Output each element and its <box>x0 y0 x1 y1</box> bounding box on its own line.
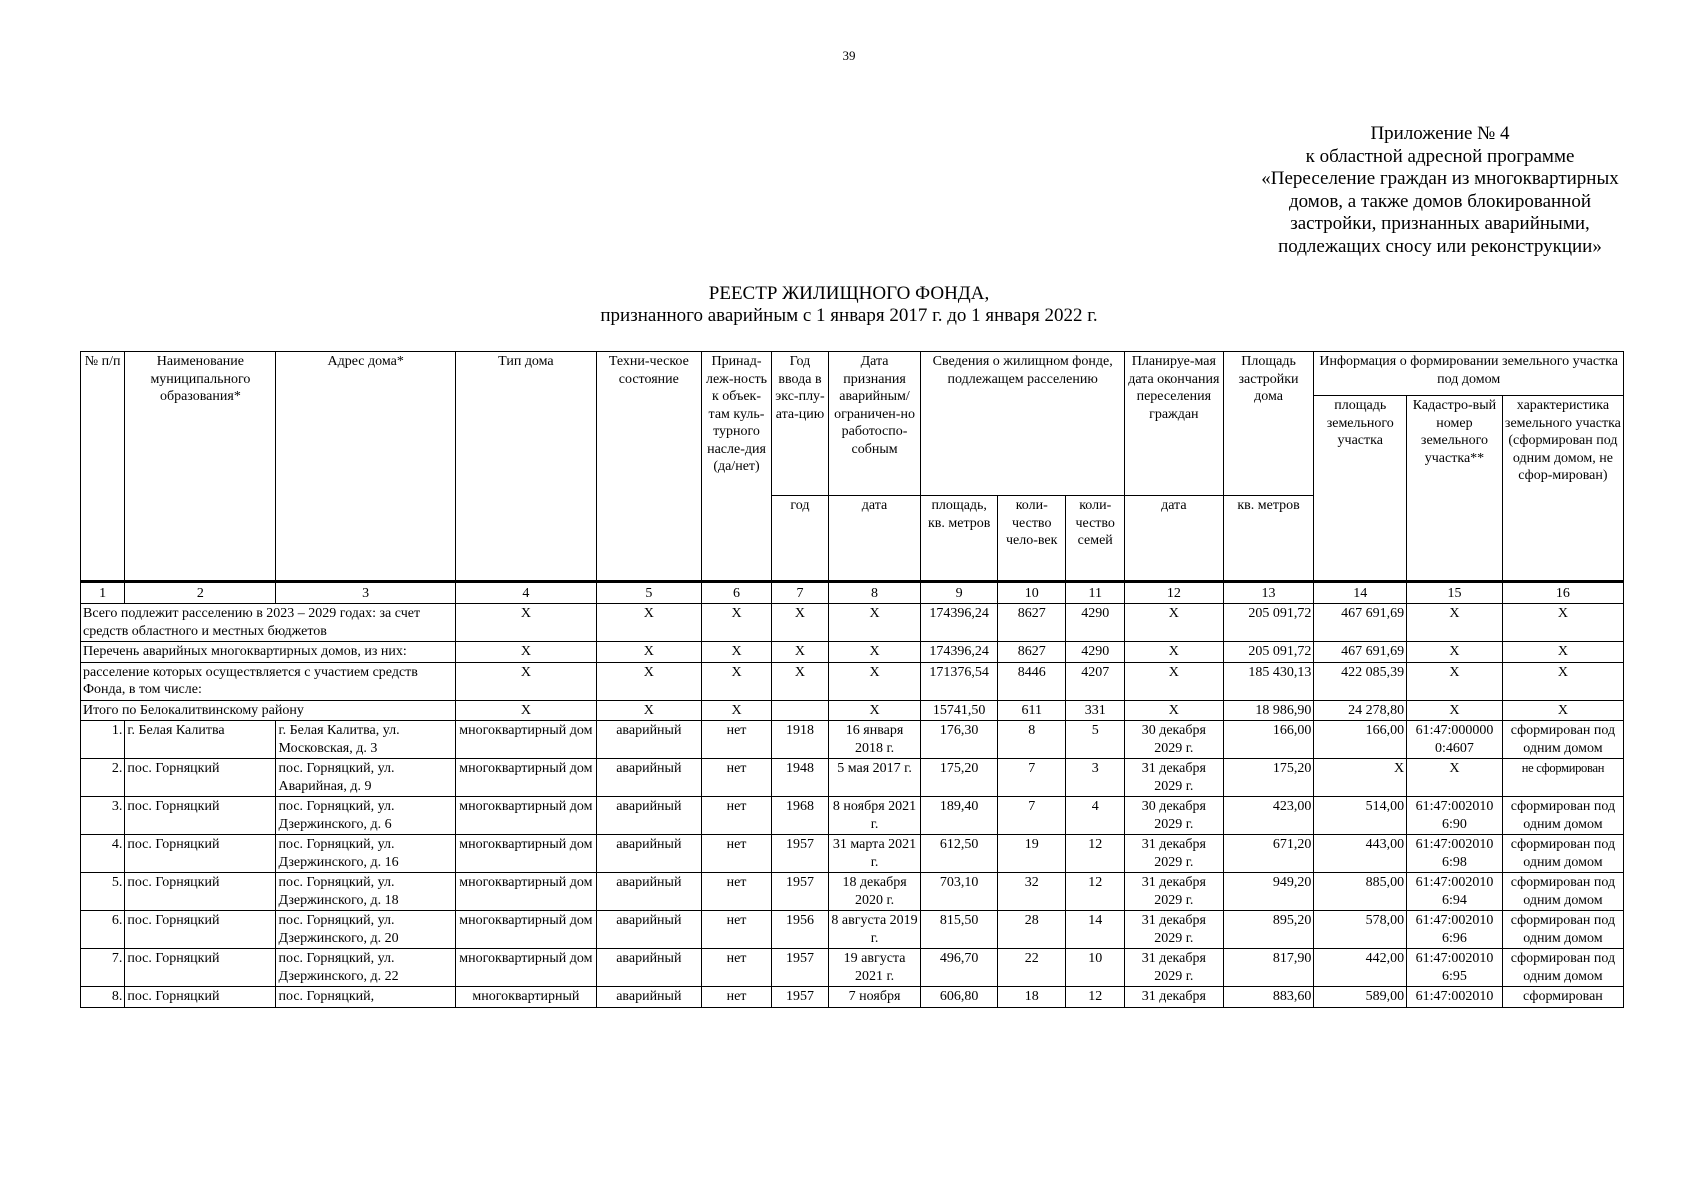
unit-building-area: кв. метров <box>1223 496 1314 582</box>
row-number: 6. <box>81 911 125 949</box>
house-type: многоквартирный дом <box>455 721 596 759</box>
residential-area: 606,80 <box>921 987 998 1008</box>
building-area: 423,00 <box>1223 797 1314 835</box>
summary-c11: 331 <box>1066 700 1124 721</box>
appendix-line: застройки, признанных аварийными, <box>1290 213 1590 234</box>
column-number: 9 <box>921 582 998 604</box>
row-number: 1. <box>81 721 125 759</box>
column-number: 8 <box>828 582 921 604</box>
column-numbers-row <box>81 582 1624 604</box>
header-address: Адрес дома* <box>276 352 455 582</box>
house-address: пос. Горняцкий, <box>276 987 455 1008</box>
commission-year: 1948 <box>772 759 828 797</box>
header-year: Год ввода в экс-плу-ата-цию <box>772 352 828 496</box>
header-planned-date: Планируе-мая дата окончания переселения граждан <box>1124 352 1223 496</box>
heritage-flag: нет <box>701 873 772 911</box>
family-count: 14 <box>1066 911 1124 949</box>
people-count: 7 <box>997 797 1066 835</box>
residential-area: 815,50 <box>921 911 998 949</box>
people-count: 18 <box>997 987 1066 1008</box>
summary-label: Перечень аварийных многоквартирных домов, из них: <box>81 642 456 663</box>
table-row <box>81 987 1624 1008</box>
building-area: 166,00 <box>1223 721 1314 759</box>
summary-c14: 467 691,69 <box>1314 604 1407 642</box>
summary-c10: 8627 <box>997 604 1066 642</box>
summary-c8: X <box>828 642 921 663</box>
cadastral-number: 61:47:002010 6:90 <box>1407 797 1503 835</box>
housing-registry-table <box>80 351 1624 1008</box>
summary-c7 <box>772 700 828 721</box>
emergency-date: 16 января 2018 г. <box>828 721 921 759</box>
family-count: 3 <box>1066 759 1124 797</box>
municipality: пос. Горняцкий <box>125 911 276 949</box>
technical-state: аварийный <box>596 721 701 759</box>
summary-c13: 205 091,72 <box>1223 604 1314 642</box>
planned-resettlement-date: 31 декабря 2029 г. <box>1124 949 1223 987</box>
header-heritage: Принад-леж-ность к объек-там куль-турного насле-дия (да/нет) <box>701 352 772 582</box>
unit-area: площадь, кв. метров <box>921 496 998 582</box>
house-type: многоквартирный дом <box>455 797 596 835</box>
house-type: многоквартирный дом <box>455 759 596 797</box>
summary-c5: X <box>596 642 701 663</box>
appendix-line: подлежащих сносу или реконструкции» <box>1278 235 1602 257</box>
column-number: 12 <box>1124 582 1223 604</box>
header-emergency-date: Дата признания аварийным/ ограничен-но работоспо-собным <box>828 352 921 496</box>
planned-resettlement-date: 31 декабря 2029 г. <box>1124 873 1223 911</box>
summary-c15: X <box>1407 700 1503 721</box>
header-technical-state: Техни-ческое состояние <box>596 352 701 582</box>
land-characteristic: сформирован под одним домом <box>1502 949 1623 987</box>
emergency-date: 8 августа 2019 г. <box>828 911 921 949</box>
land-area: 166,00 <box>1314 721 1407 759</box>
summary-c9: 15741,50 <box>921 700 998 721</box>
appendix-line: к областной адресной программе <box>1305 145 1575 167</box>
people-count: 32 <box>997 873 1066 911</box>
people-count: 19 <box>997 835 1066 873</box>
header-building-area: Площадь застройки дома <box>1223 352 1314 496</box>
column-number: 3 <box>276 582 455 604</box>
summary-c9: 171376,54 <box>921 662 998 700</box>
summary-c10: 611 <box>997 700 1066 721</box>
building-area: 949,20 <box>1223 873 1314 911</box>
house-address: пос. Горняцкий, ул. Дзержинского, д. 16 <box>276 835 455 873</box>
heritage-flag: нет <box>701 949 772 987</box>
summary-c8: X <box>828 700 921 721</box>
cadastral-number: 61:47:002010 6:95 <box>1407 949 1503 987</box>
family-count: 4 <box>1066 797 1124 835</box>
family-count: 12 <box>1066 873 1124 911</box>
house-address: пос. Горняцкий, ул. Дзержинского, д. 20 <box>276 911 455 949</box>
building-area: 895,20 <box>1223 911 1314 949</box>
heritage-flag: нет <box>701 797 772 835</box>
residential-area: 189,40 <box>921 797 998 835</box>
header-land-characteristic: характеристика земельного участка (сформирован под одним домом, не сфор-мирован) <box>1502 396 1623 582</box>
municipality: пос. Горняцкий <box>125 987 276 1008</box>
summary-c6: X <box>701 662 772 700</box>
summary-row <box>81 604 1624 642</box>
row-number: 2. <box>81 759 125 797</box>
house-address: пос. Горняцкий, ул. Дзержинского, д. 6 <box>276 797 455 835</box>
emergency-date: 19 августа 2021 г. <box>828 949 921 987</box>
summary-row <box>81 662 1624 700</box>
summary-c12: X <box>1124 642 1223 663</box>
summary-c8: X <box>828 604 921 642</box>
house-address: пос. Горняцкий, ул. Дзержинского, д. 22 <box>276 949 455 987</box>
planned-resettlement-date: 31 декабря 2029 г. <box>1124 759 1223 797</box>
family-count: 5 <box>1066 721 1124 759</box>
emergency-date: 18 декабря 2020 г. <box>828 873 921 911</box>
unit-date: дата <box>828 496 921 582</box>
appendix-line: домов, а также домов блокированной <box>1288 190 1592 212</box>
column-number: 14 <box>1314 582 1407 604</box>
summary-c15: X <box>1407 604 1503 642</box>
land-characteristic: сформирован <box>1502 987 1623 1008</box>
technical-state: аварийный <box>596 949 701 987</box>
people-count: 7 <box>997 759 1066 797</box>
municipality: пос. Горняцкий <box>125 835 276 873</box>
summary-c6: X <box>701 700 772 721</box>
column-number: 11 <box>1066 582 1124 604</box>
unit-plan-date: дата <box>1124 496 1223 582</box>
heritage-flag: нет <box>701 911 772 949</box>
commission-year: 1957 <box>772 873 828 911</box>
residential-area: 176,30 <box>921 721 998 759</box>
technical-state: аварийный <box>596 759 701 797</box>
building-area: 175,20 <box>1223 759 1314 797</box>
planned-resettlement-date: 31 декабря <box>1124 987 1223 1008</box>
summary-c7: X <box>772 662 828 700</box>
municipality: пос. Горняцкий <box>125 949 276 987</box>
summary-c12: X <box>1124 604 1223 642</box>
header-housing-group: Сведения о жилищном фонде, подлежащем расселению <box>921 352 1125 496</box>
house-type: многоквартирный дом <box>455 873 596 911</box>
technical-state: аварийный <box>596 835 701 873</box>
summary-c10: 8627 <box>997 642 1066 663</box>
family-count: 12 <box>1066 835 1124 873</box>
column-number: 16 <box>1502 582 1623 604</box>
municipality: пос. Горняцкий <box>125 873 276 911</box>
technical-state: аварийный <box>596 911 701 949</box>
summary-c10: 8446 <box>997 662 1066 700</box>
summary-row <box>81 642 1624 663</box>
column-number: 10 <box>997 582 1066 604</box>
summary-c7: X <box>772 604 828 642</box>
summary-c13: 18 986,90 <box>1223 700 1314 721</box>
technical-state: аварийный <box>596 987 701 1008</box>
header-house-type: Тип дома <box>455 352 596 582</box>
table-row <box>81 721 1624 759</box>
house-address: г. Белая Калитва, ул. Московская, д. 3 <box>276 721 455 759</box>
land-characteristic: сформирован под одним домом <box>1502 721 1623 759</box>
summary-c7: X <box>772 642 828 663</box>
row-number: 3. <box>81 797 125 835</box>
document-title <box>0 283 1698 327</box>
land-characteristic: не сформирован <box>1502 759 1623 797</box>
summary-c12: X <box>1124 700 1223 721</box>
summary-c9: 174396,24 <box>921 604 998 642</box>
commission-year: 1918 <box>772 721 828 759</box>
table-row <box>81 835 1624 873</box>
summary-row <box>81 700 1624 721</box>
house-type: многоквартирный дом <box>455 911 596 949</box>
planned-resettlement-date: 30 декабря 2029 г. <box>1124 721 1223 759</box>
summary-label: расселение которых осуществляется с участием средств Фонда, в том числе: <box>81 662 456 700</box>
building-area: 883,60 <box>1223 987 1314 1008</box>
summary-c11: 4290 <box>1066 604 1124 642</box>
header-land-group: Информация о формировании земельного участка под домом <box>1314 352 1624 396</box>
summary-c9: 174396,24 <box>921 642 998 663</box>
subtitle-line: признанного аварийным с 1 января 2017 г. до 1 января 2022 г. <box>600 305 1098 326</box>
appendix-note <box>1230 123 1650 258</box>
residential-area: 496,70 <box>921 949 998 987</box>
commission-year: 1956 <box>772 911 828 949</box>
table-row <box>81 873 1624 911</box>
planned-resettlement-date: 31 декабря 2029 г. <box>1124 911 1223 949</box>
summary-c4: X <box>455 604 596 642</box>
summary-c16: X <box>1502 642 1623 663</box>
summary-c16: X <box>1502 662 1623 700</box>
land-characteristic: сформирован под одним домом <box>1502 797 1623 835</box>
land-area: X <box>1314 759 1407 797</box>
row-number: 7. <box>81 949 125 987</box>
land-area: 442,00 <box>1314 949 1407 987</box>
unit-families: коли-чество семей <box>1066 496 1124 582</box>
land-characteristic: сформирован под одним домом <box>1502 911 1623 949</box>
summary-c13: 185 430,13 <box>1223 662 1314 700</box>
header-number: № п/п <box>81 352 125 582</box>
row-number: 5. <box>81 873 125 911</box>
emergency-date: 5 мая 2017 г. <box>828 759 921 797</box>
summary-c16: X <box>1502 604 1623 642</box>
commission-year: 1957 <box>772 987 828 1008</box>
commission-year: 1957 <box>772 949 828 987</box>
emergency-date: 8 ноября 2021 г. <box>828 797 921 835</box>
table-row <box>81 759 1624 797</box>
heritage-flag: нет <box>701 987 772 1008</box>
column-number: 15 <box>1407 582 1503 604</box>
table-row <box>81 797 1624 835</box>
heritage-flag: нет <box>701 721 772 759</box>
summary-c5: X <box>596 604 701 642</box>
summary-c14: 467 691,69 <box>1314 642 1407 663</box>
house-type: многоквартирный <box>455 987 596 1008</box>
summary-c13: 205 091,72 <box>1223 642 1314 663</box>
title-line: РЕЕСТР ЖИЛИЩНОГО ФОНДА, <box>708 283 990 304</box>
land-area: 589,00 <box>1314 987 1407 1008</box>
summary-c16: X <box>1502 700 1623 721</box>
column-number: 6 <box>701 582 772 604</box>
unit-year: год <box>772 496 828 582</box>
column-number: 7 <box>772 582 828 604</box>
column-number: 5 <box>596 582 701 604</box>
column-number: 1 <box>81 582 125 604</box>
municipality: г. Белая Калитва <box>125 721 276 759</box>
table-row <box>81 949 1624 987</box>
family-count: 10 <box>1066 949 1124 987</box>
column-number: 2 <box>125 582 276 604</box>
people-count: 22 <box>997 949 1066 987</box>
municipality: пос. Горняцкий <box>125 759 276 797</box>
appendix-line: «Переселение граждан из многоквартирных <box>1261 168 1619 189</box>
planned-resettlement-date: 31 декабря 2029 г. <box>1124 835 1223 873</box>
header-land-area: площадь земельного участка <box>1314 396 1407 582</box>
building-area: 817,90 <box>1223 949 1314 987</box>
commission-year: 1968 <box>772 797 828 835</box>
summary-c11: 4207 <box>1066 662 1124 700</box>
cadastral-number: 61:47:000000 0:4607 <box>1407 721 1503 759</box>
summary-c14: 24 278,80 <box>1314 700 1407 721</box>
emergency-date: 7 ноября <box>828 987 921 1008</box>
summary-label: Всего подлежит расселению в 2023 – 2029 годах: за счет средств областного и местных бюджетов <box>81 604 456 642</box>
emergency-date: 31 марта 2021 г. <box>828 835 921 873</box>
residential-area: 703,10 <box>921 873 998 911</box>
house-type: многоквартирный дом <box>455 949 596 987</box>
summary-c6: X <box>701 642 772 663</box>
summary-c5: X <box>596 700 701 721</box>
header-municipality: Наименование муниципального образования* <box>125 352 276 582</box>
unit-people: коли-чество чело-век <box>997 496 1066 582</box>
summary-c5: X <box>596 662 701 700</box>
summary-c6: X <box>701 604 772 642</box>
house-address: пос. Горняцкий, ул. Аварийная, д. 9 <box>276 759 455 797</box>
heritage-flag: нет <box>701 759 772 797</box>
summary-c15: X <box>1407 662 1503 700</box>
land-characteristic: сформирован под одним домом <box>1502 835 1623 873</box>
summary-label: Итого по Белокалитвинскому району <box>81 700 456 721</box>
summary-c4: X <box>455 642 596 663</box>
summary-c15: X <box>1407 642 1503 663</box>
row-number: 4. <box>81 835 125 873</box>
appendix-line: Приложение № 4 <box>1370 123 1510 144</box>
table-row <box>81 911 1624 949</box>
summary-c4: X <box>455 662 596 700</box>
planned-resettlement-date: 30 декабря 2029 г. <box>1124 797 1223 835</box>
technical-state: аварийный <box>596 873 701 911</box>
summary-c14: 422 085,39 <box>1314 662 1407 700</box>
people-count: 8 <box>997 721 1066 759</box>
house-type: многоквартирный дом <box>455 835 596 873</box>
people-count: 28 <box>997 911 1066 949</box>
summary-c4: X <box>455 700 596 721</box>
column-number: 4 <box>455 582 596 604</box>
cadastral-number: 61:47:002010 6:98 <box>1407 835 1503 873</box>
municipality: пос. Горняцкий <box>125 797 276 835</box>
column-number: 13 <box>1223 582 1314 604</box>
cadastral-number: 61:47:002010 6:96 <box>1407 911 1503 949</box>
land-area: 885,00 <box>1314 873 1407 911</box>
family-count: 12 <box>1066 987 1124 1008</box>
page-number: 39 <box>842 48 856 63</box>
commission-year: 1957 <box>772 835 828 873</box>
cadastral-number: 61:47:002010 <box>1407 987 1503 1008</box>
cadastral-number: 61:47:002010 6:94 <box>1407 873 1503 911</box>
land-area: 443,00 <box>1314 835 1407 873</box>
residential-area: 175,20 <box>921 759 998 797</box>
header-cadastral: Кадастро-вый номер земельного участка** <box>1407 396 1503 582</box>
row-number: 8. <box>81 987 125 1008</box>
summary-c12: X <box>1124 662 1223 700</box>
summary-c8: X <box>828 662 921 700</box>
cadastral-number: X <box>1407 759 1503 797</box>
land-area: 578,00 <box>1314 911 1407 949</box>
land-characteristic: сформирован под одним домом <box>1502 873 1623 911</box>
land-area: 514,00 <box>1314 797 1407 835</box>
technical-state: аварийный <box>596 797 701 835</box>
heritage-flag: нет <box>701 835 772 873</box>
residential-area: 612,50 <box>921 835 998 873</box>
building-area: 671,20 <box>1223 835 1314 873</box>
house-address: пос. Горняцкий, ул. Дзержинского, д. 18 <box>276 873 455 911</box>
summary-c11: 4290 <box>1066 642 1124 663</box>
